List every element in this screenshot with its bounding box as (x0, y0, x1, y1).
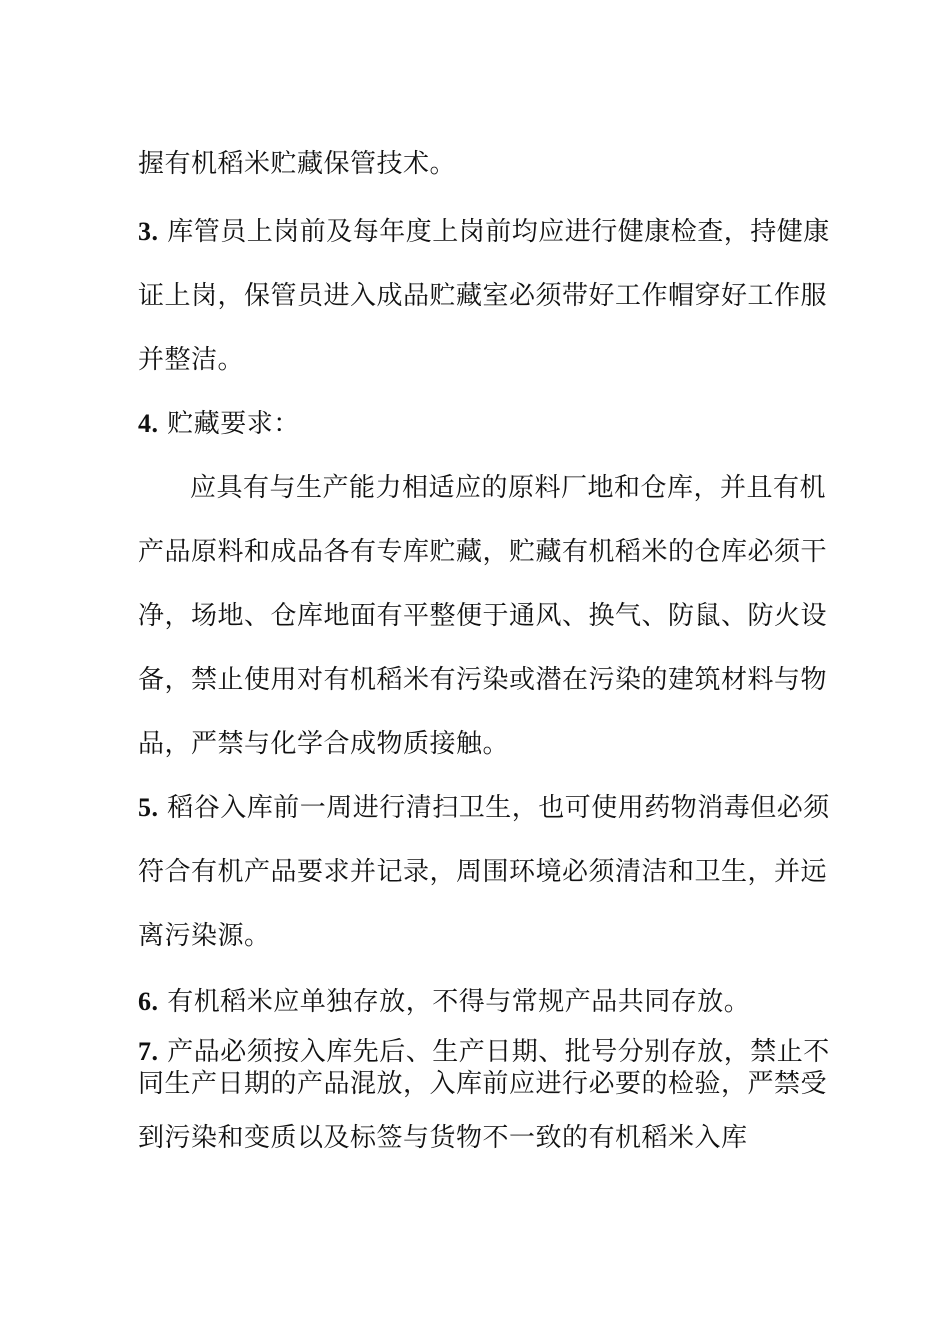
text-line (138, 280, 828, 312)
line-text: 库管员上岗前及每年度上岗前均应进行健康检查，持健康 (167, 217, 830, 247)
line-text: 产品必须按入库先后、生产日期、批号分别存放，禁止不 (167, 1037, 830, 1067)
item-number: 6. (138, 987, 159, 1016)
line-text: 应具有与生产能力相适应的原料厂地和仓库，并且有机 (190, 473, 827, 503)
line-text: 净，场地、仓库地面有平整便于通风、换气、防鼠、防火设 (138, 601, 828, 631)
line-text: 并整洁。 (138, 345, 245, 375)
numbered-item-6 (138, 986, 828, 1018)
line-text: 证上岗，保管员进入成品贮藏室必须带好工作帽穿好工作服 (138, 281, 828, 311)
line-text: 有机稻米应单独存放，不得与常规产品共同存放。 (167, 987, 751, 1017)
item-number: 3. (138, 217, 159, 246)
text-line (138, 148, 828, 180)
line-text: 符合有机产品要求并记录，周围环境必须清洁和卫生，并远 (138, 857, 828, 887)
line-text: 握有机稻米贮藏保管技术。 (138, 149, 457, 179)
line-text: 品，严禁与化学合成物质接触。 (138, 729, 510, 759)
numbered-item-7 (138, 1036, 828, 1068)
line-text: 到污染和变质以及标签与货物不一致的有机稻米入库 (138, 1123, 748, 1153)
text-line (138, 344, 828, 376)
text-line (138, 856, 828, 888)
line-text: 稻谷入库前一周进行清扫卫生，也可使用药物消毒但必须 (167, 793, 830, 823)
text-line (138, 728, 828, 760)
text-line (138, 536, 828, 568)
text-line (138, 664, 828, 696)
text-line (138, 1068, 828, 1100)
item-number: 5. (138, 793, 159, 822)
line-text: 产品原料和成品各有专库贮藏，贮藏有机稻米的仓库必须干 (138, 537, 828, 567)
indented-paragraph-line (190, 472, 880, 504)
line-text: 同生产日期的产品混放，入库前应进行必要的检验，严禁受 (138, 1069, 828, 1099)
numbered-item-3 (138, 216, 828, 248)
item-number: 7. (138, 1037, 159, 1066)
item-number: 4. (138, 409, 159, 438)
text-line (138, 1122, 828, 1154)
numbered-item-4 (138, 408, 828, 440)
line-text: 备，禁止使用对有机稻米有污染或潜在污染的建筑材料与物 (138, 665, 828, 695)
text-line (138, 600, 828, 632)
text-line (138, 920, 828, 952)
line-text: 贮藏要求： (167, 409, 300, 439)
line-text: 离污染源。 (138, 921, 271, 951)
numbered-item-5 (138, 792, 828, 824)
